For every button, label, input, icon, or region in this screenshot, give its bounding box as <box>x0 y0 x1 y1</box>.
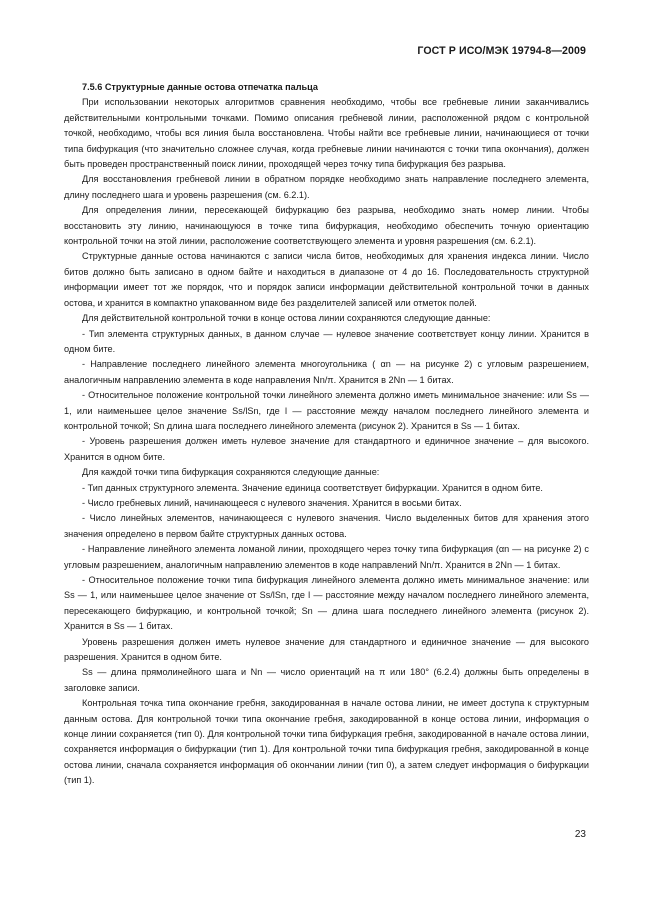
paragraph: Уровень разрешения должен иметь нулевое значение для стандартного и единичное значение — для высокого разрешения. Хранится в одном бите. <box>64 636 589 663</box>
document-header: ГОСТ Р ИСО/МЭК 19794-8—2009 <box>417 45 586 57</box>
section-title: 7.5.6 Структурные данные остова отпечатка пальца <box>82 82 318 92</box>
list-item: - Тип данных структурного элемента. Значение единица соответствует бифуркации. Хранится в одном бите. <box>82 482 543 493</box>
list-item: - Относительное положение контрольной точки линейного элемента должно иметь минимальное значение: или Ss — 1, или наименьшее целое значение Ss/lSn, где l — расстояние между началом последнего линейного элемента и контрольной точкой; Sn длина шага последнего линейного элемента (рисунок 2). Хранится в Ss — 1 битах. <box>64 390 589 431</box>
paragraph: Структурные данные остова начинаются с записи числа битов, необходимых для хранения индекса линии. Число битов должно быть записано в одном байте и находиться в диапазоне от 4 до 16. Последовательность структурной информации имеет тот же порядок, что и порядок записи информации действительной контрольной точки в данных остова, и хранится в компактно упакованном виде без разделителей записей или отметок полей. <box>64 251 589 308</box>
paragraph: Ss — длина прямолинейного шага и Nn — число ориентаций на π или 180° (6.2.4) должны быть определены в заголовке записи. <box>64 667 589 693</box>
paragraph: При использовании некоторых алгоритмов сравнения необходимо, чтобы все гребневые линии заканчивались действительными контрольными точками. Помимо описания гребневой линии, расположенной рядом с контрольной точкой, необходимо, чтобы вся линия была восстановлена. Чтобы найти все гребневые линии, начинающиеся от точки типа бифуркация (что значительно сложнее случая, когда гребневые линии начинаются с точки типа окончания), должен быть проведен пространственный поиск линии, проходящей через точку типа бифуркация без разрыва. <box>64 97 589 170</box>
paragraph: Для определения линии, пересекающей бифуркацию без разрыва, необходимо знать номер линии. Чтобы восстановить эту линию, начинающуюся в точке типа бифуркация, необходимо обеспечить точную ориентацию контрольной точки на этой линии, расположение соответствующего элемента и уровня разрешения (см. 6.2.1). <box>64 205 589 247</box>
paragraph: Для каждой точки типа бифуркация сохраняются следующие данные: <box>82 467 380 478</box>
list-item: - Относительное положение точки типа бифуркация линейного элемента должно иметь минимальное значение: или Ss — 1, или наименьшее целое значение от Ss/lSn, где l — расстояние между началом последнего линейного элемента, пересекающего бифуркацию, и контрольной точкой; Sn — длина шага последнего линейного элемента (рисунок 2). Хранится в Ss — 1 битах. <box>64 575 589 632</box>
section-body <box>64 80 589 789</box>
paragraph: Для действительной контрольной точки в конце остова линии сохраняются следующие данные: <box>82 313 491 324</box>
list-item: - Направление линейного элемента ломаной линии, проходящего через точку типа бифуркация (αn — на рисунке 2) с угловым разрешением, аналогичным направлению элементов в коде направлений Nn/π. Хранится в 2Nn — 1 битах. <box>64 544 589 570</box>
list-item: - Направление последнего линейного элемента многоугольника ( αn — на рисунке 2) с угловым разрешением, аналогичным направлению элемента в коде направления Nn/π. Хранится в 2Nn — 1 битах. <box>64 359 589 385</box>
list-item: - Тип элемента структурных данных, в данном случае — нулевое значение соответствует концу линии. Хранится в одном бите. <box>64 328 589 354</box>
paragraph: Для восстановления гребневой линии в обратном порядке необходимо знать направление последнего элемента, длину последнего шага и уровень разрешения (см. 6.2.1). <box>64 174 589 200</box>
list-item: - Число гребневых линий, начинающееся с нулевого значения. Хранится в восьми битах. <box>82 497 462 508</box>
paragraph: Контрольная точка типа окончание гребня, закодированная в начале остова линии, не имеет доступа к структурным данным остова. Для контрольной точки типа окончание гребня, закодированной в конце остова линии, информация о конце линии сохраняется (тип 0). Для контрольной точки типа бифуркация гребня, закодированной в начале остова линии, сохраняется информация о бифуркации (тип 1). Для контрольной точки типа бифуркация гребня, закодированной в конце остова линии, сначала сохраняется информация об окончании линии (тип 0), а затем следует информация о бифуркации (тип 1). <box>64 698 589 786</box>
list-item: - Число линейных элементов, начинающееся с нулевого значения. Число выделенных битов для хранения этого значения определено в первом байте структурных данных остова. <box>64 513 589 539</box>
list-item: - Уровень разрешения должен иметь нулевое значение для стандартного и единичное значение – для высокого. Хранится в одном бите. <box>64 436 589 462</box>
page-number: 23 <box>574 829 586 840</box>
